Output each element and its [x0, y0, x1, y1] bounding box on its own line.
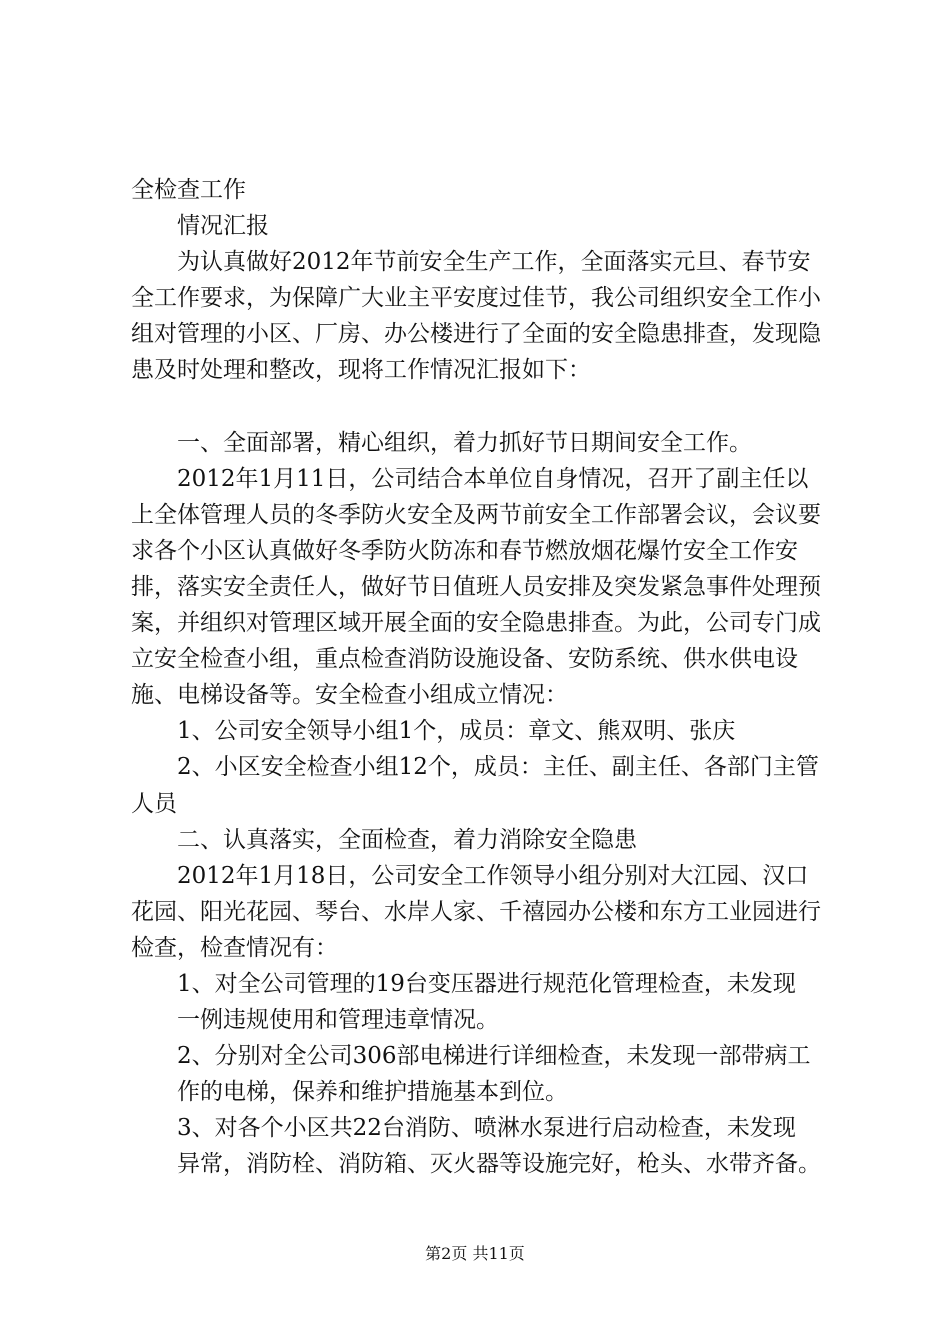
check-item-1-continued: 一例违规使用和管理违章情况。 — [177, 1007, 499, 1034]
check-item-2: 2、分别对全公司306部电梯进行详细检查，未发现一部带病工 — [177, 1043, 811, 1070]
page-number: 第2页 共11页 — [425, 1244, 525, 1263]
section-2-heading: 二、认真落实，全面检查，着力消除安全隐患 — [177, 826, 637, 853]
page-footer — [0, 1241, 950, 1264]
section-1-heading: 一、全面部署，精心组织，着力抓好节日期间安全工作。 — [177, 429, 752, 456]
section-1-paragraph: 2012年1月11日，公司结合本单位自身情况，召开了副主任以上全体管理人员的冬季防火安全及两节前安全工作部署会议，会议要求各个小区认真做好冬季防火防冻和春节燃放烟花爆竹安全工作安排，落实安全责任人，做好节日值班人员安排及突发紧急事件处理预案，并组织对管理区域开展全面的安全隐患排查。为此，公司专门成立安全检查小组，重点检查消防设施设备、安防系统、供水供电设施、电梯设备等。安全检查小组成立情况： — [131, 465, 821, 709]
heading-line-1: 全检查工作 — [131, 177, 246, 203]
group-item-2: 2、小区安全检查小组12个，成员：主任、副主任、各部门主管人员 — [131, 754, 819, 817]
intro-paragraph: 为认真做好2012年节前安全生产工作，全面落实元旦、春节安全工作要求，为保障广大业主平安度过佳节，我公司组织安全工作小组对管理的小区、厂房、办公楼进行了全面的安全隐患排查，发现隐患及时处理和整改，现将工作情况汇报如下： — [131, 249, 821, 384]
check-item-3-continued: 异常，消防栓、消防箱、灭火器等设施完好，枪头、水带齐备。 — [177, 1151, 821, 1178]
check-item-1: 1、对全公司管理的19台变压器进行规范化管理检查，未发现 — [177, 970, 796, 997]
section-2-paragraph: 2012年1月18日，公司安全工作领导小组分别对大江园、汉口花园、阳光花园、琴台、水岸人家、千禧园办公楼和东方工业园进行检查，检查情况有： — [131, 862, 821, 961]
heading-line-2: 情况汇报 — [177, 213, 269, 240]
check-item-3: 3、对各个小区共22台消防、喷淋水泵进行启动检查，未发现 — [177, 1115, 796, 1142]
check-item-2-continued: 作的电梯，保养和维护措施基本到位。 — [177, 1079, 568, 1106]
group-item-1: 1、公司安全领导小组1个，成员：章文、熊双明、张庆 — [177, 718, 736, 745]
document-body — [131, 172, 831, 1183]
paragraph-gap — [131, 389, 831, 425]
